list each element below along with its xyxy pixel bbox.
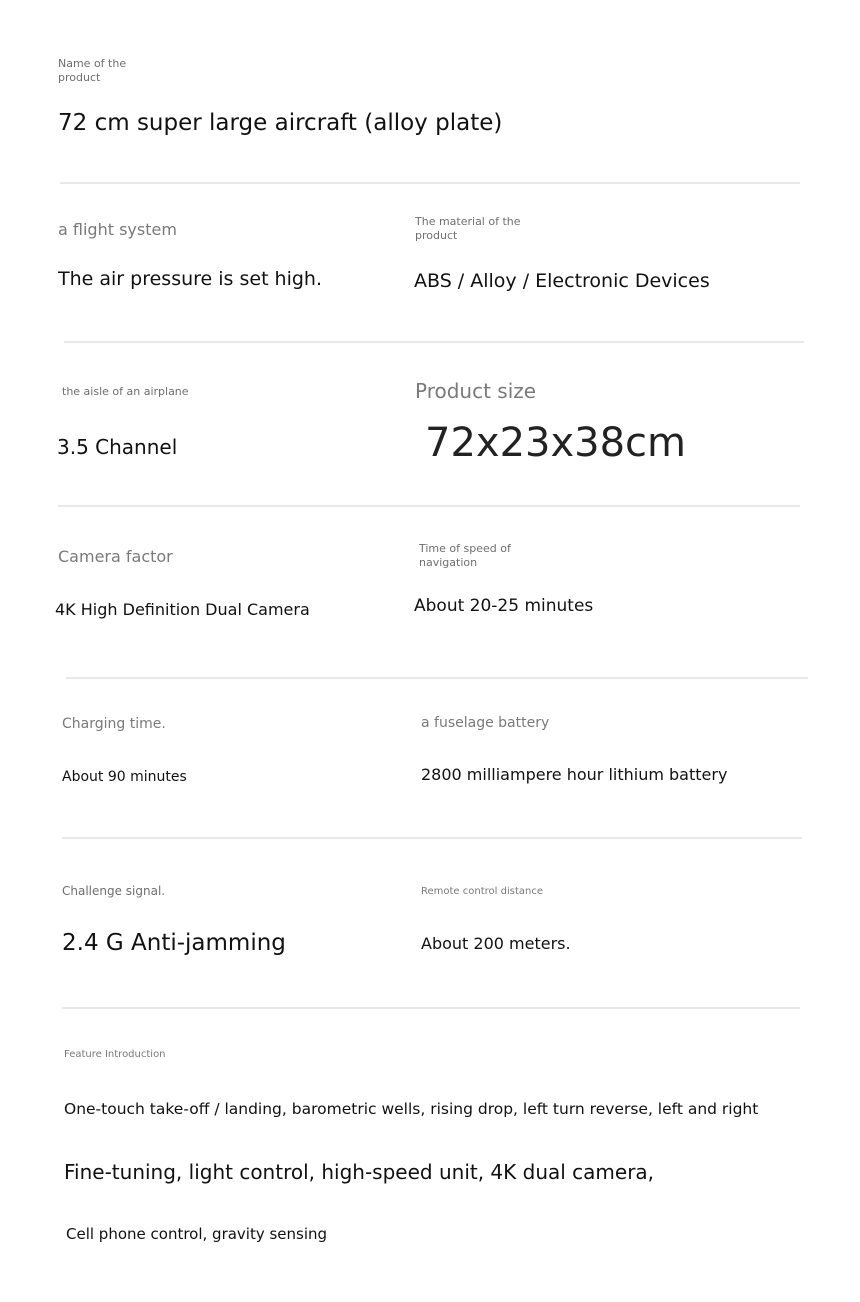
features-line-3: Cell phone control, gravity sensing: [66, 1225, 328, 1243]
camera-label: Camera factor: [58, 547, 173, 566]
divider: [66, 677, 808, 679]
camera-value: 4K High Definition Dual Camera: [55, 600, 310, 619]
aisle-label: the aisle of an airplane: [62, 385, 189, 398]
divider: [62, 837, 802, 839]
navigation-time-label: Time of speed of navigation: [419, 542, 511, 569]
flight-system-value: The air pressure is set high.: [58, 268, 323, 290]
signal-label: Challenge signal.: [62, 884, 166, 898]
aisle-value: 3.5 Channel: [57, 435, 178, 459]
remote-distance-label: Remote control distance: [421, 886, 543, 897]
remote-distance-value: About 200 meters.: [421, 934, 571, 953]
flight-system-label: a flight system: [58, 220, 177, 239]
divider: [62, 1007, 800, 1009]
features-label: Feature Introduction: [64, 1049, 166, 1060]
product-name-label: Name of the product: [58, 57, 127, 84]
material-label: The material of the product: [415, 215, 521, 242]
battery-value: 2800 milliampere hour lithium battery: [421, 765, 728, 784]
charging-value: About 90 minutes: [62, 769, 187, 785]
divider: [64, 341, 804, 343]
size-label: Product size: [415, 379, 537, 403]
product-name-value: 72 cm super large aircraft (alloy plate): [58, 110, 503, 136]
size-value: 72x23x38cm: [425, 420, 686, 466]
divider: [58, 505, 800, 507]
battery-label: a fuselage battery: [421, 715, 550, 731]
features-line-2: Fine-tuning, light control, high-speed unit, 4K dual camera,: [64, 1160, 655, 1184]
divider: [60, 182, 800, 184]
material-value: ABS / Alloy / Electronic Devices: [414, 270, 710, 292]
navigation-time-value: About 20-25 minutes: [414, 596, 594, 616]
features-line-1: One-touch take-off / landing, barometric wells, rising drop, left turn reverse, left and right: [64, 1100, 759, 1118]
charging-label: Charging time.: [62, 716, 166, 732]
signal-value: 2.4 G Anti-jamming: [62, 930, 286, 956]
